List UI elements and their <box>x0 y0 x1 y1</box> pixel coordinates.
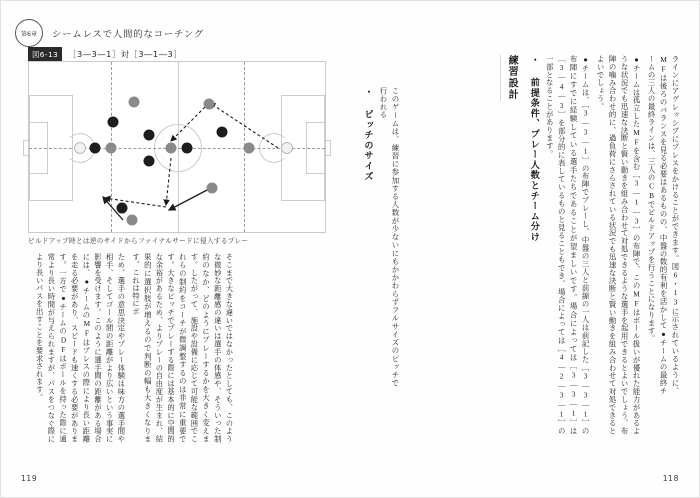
ball-token-right <box>281 142 293 154</box>
player-token-grey <box>166 143 177 154</box>
body-paragraph: ため、選手の意思決定やプレー体験は味方の選手間や相手、そしてゴール間の距離がより広いという事実に影響を受けます。このように選手間の距離がある場合には、●チームのMFはプレスの際により長い距離を走る必要があり、スピードも速くする必要があります。一方で●チームのDFはボールを持った際に通常より長い時間が与えられますが、パスをつなぐ際により長いパスを出すことを要求されます。 <box>35 253 127 443</box>
section-title: 練習設計 <box>500 55 519 101</box>
player-token-grey <box>244 143 255 154</box>
player-token-grey <box>106 143 117 154</box>
figure-caption <box>28 47 182 61</box>
page-number-right: 118 <box>662 474 679 483</box>
ball-token-left <box>74 142 86 154</box>
player-token-grey <box>204 99 215 110</box>
player-token-dark <box>108 117 119 128</box>
figure-title: ［3―3―1］対［3―1―3］ <box>68 48 183 59</box>
player-token-dark <box>144 156 155 167</box>
player-token-grey <box>127 215 138 226</box>
figure-number-tag: 図6-13 <box>28 47 62 61</box>
running-title: シームレスで人間的なコーチング <box>52 29 205 40</box>
page-number-left: 119 <box>21 474 38 483</box>
figure-note: ビルドアップ時とは逆のサイドからファイナルサードに侵入するプレー <box>28 237 249 245</box>
chapter-badge: 第6章 <box>15 19 43 47</box>
player-token-dark <box>182 143 193 154</box>
player-token-grey <box>129 97 140 108</box>
body-paragraph: そこまで大きな違いではなかったとしても、このような微妙な距離感の違いは選手の体感や、そういった制約のなか、どのようにプレーするかを大きく変えます。したがって、施設や設備に応じて可能な範囲でこれらの制約をコーチが微調整するのは非常に重要です。大きなピッチでプレーする際には基本的に空間的な余裕があるため、よりプレーの自由度が生まれ、結果的に選択肢が増えるので判断の幅も大きくなります。これは特にボ <box>132 253 235 443</box>
body-paragraph: ラインにアグレッシブにプレスをかけることができます。図6・13に示されているように、MFは後ろのバランスを見る必要はあるものの、中盤の数的有利を活かして●チームの最終チームの三人の最終ラインは、三人のCBでビルドアップを行うことになります。 <box>647 55 680 395</box>
player-token-dark <box>217 127 228 138</box>
body-paragraph: ●チームは、［3―3―1］の布陣でプレーし、中盤の三人と前線の一人は前記した［3―3―1］の布陣にすでに経験している選手たちであることが望ましいです。場合によっては［3―3―1］は［3―4―3］を部分的に表しているものと見ることもでき、場合によっては［4―2―3―1］の一部となることがあります。 <box>545 55 591 435</box>
player-token-grey <box>207 183 218 194</box>
section-subheading: ・ 前提条件、プレー人数とチーム分け <box>528 55 540 243</box>
pitch-size-subheading: ・ ピッチのサイズ <box>362 87 373 182</box>
running-head <box>15 19 204 47</box>
body-paragraph: このゲームは、練習に参加する人数が少ないにもかかわらずフルサイズのピッチで行われる <box>378 87 400 387</box>
pitch-outline <box>28 61 326 233</box>
player-token-dark <box>117 203 128 214</box>
player-token-dark <box>144 130 155 141</box>
player-token-dark <box>90 143 101 154</box>
pitch-diagram <box>28 61 326 233</box>
body-paragraph: ●チームは孤立したMFを含む［3―1―3］の布陣で、このMFはボール扱いが優れた能力があるような状況でも迅速な決断と賢い動きを組み合わせて対処できるような選手を起用できるとよいでしょう。布陣の噛み合わせ的に、過負荷にさらされている状況でも迅速な決断と賢い動きを組み合わせて対処できるとよいでしょう。 <box>596 55 642 435</box>
left-text-column <box>31 253 699 449</box>
